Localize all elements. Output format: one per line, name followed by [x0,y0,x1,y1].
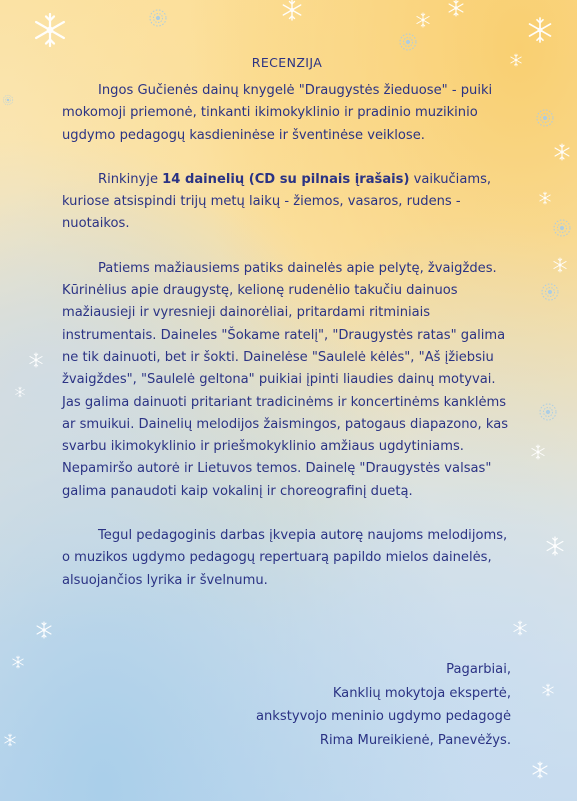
snowflake-icon [540,404,556,420]
snowflake-icon [400,34,416,50]
snowflake-icon [16,387,25,397]
snowflake-icon [533,762,547,778]
snowflake-icon [542,284,558,300]
snowflake-icon [449,0,463,16]
snowflake-icon [30,353,42,367]
snowflake-icon [554,258,566,272]
paragraph-songs: Patiems mažiausiems patiks dainelės apie pelytę, žvaigždes. Kūrinėlius apie draugystę, kelionę rudenėlio takučiu dainuos mažiausieji ir vyresnieji dainorėliai, pritardami ritminiais instrumentais. Daineles "Šokame ratelį", "Draugystės ratas" galima ne tik dainuoti, bet ir šokti. Dainelėse "Saulelė kėlės", "Aš įžiebsiu žvaigždes", "Saulelė geltona" puikiai įpinti liaudies dainų motyvai. Jas galima dainuoti pritariant tradicinėms ir koncertinėms kanklėms ar smuikui. Dainelių melodijos žaismingos, patogaus diapazono, kas svarbu ikimokyklinio ir priešmokyklinio amžiaus ugdytiniams. Nepamiršo autorė ir Lietuvos temos. Dainelę "Draugystės valsas" galima panaudoti kaip vokalinį ir choreografinį duetą. [62,260,509,499]
signature-greeting: Pagarbiai, [446,662,511,677]
snowflake-icon [514,621,526,635]
snowflake-icon [417,13,429,27]
snowflake-icon [554,220,570,236]
paragraph-intro: Ingos Gučienės dainų knygelė "Draugystės žieduose" - puiki mokomoji priemonė, tinkanti ikimokyklinio ir pradinio muzikinio ugdymo pedagogų kasdieninėse ir šventinėse veiklose. [62,83,493,143]
paragraph-collection-highlight: 14 dainelių (CD su pilnais įrašais) [162,171,410,187]
snowflake-icon [555,144,569,160]
review-title: RECENZIJA [251,55,323,70]
signature-name: Rima Mureikienė, Panevėžys. [319,732,511,748]
snowflake-icon [537,110,553,126]
snowflake-icon [511,54,521,66]
signature-position: Kanklių mokytoja ekspertė, [332,685,511,701]
snowflake-icon [150,10,166,26]
paragraph-wish: Tegul pedagoginis darbas įkvepia autorę naujoms melodijoms, o muzikos ugdymo pedagogų repertuarą papildo mielos dainelės, alsuojančios lyrika ir švelnumu. [62,528,508,588]
signature-block [256,658,511,752]
snowflake-icon [13,656,23,668]
signature-role: ankstyvojo meninio ugdymo pedagogė [255,709,511,724]
snowflake-icon [36,14,64,46]
review-body [62,54,512,592]
paragraph-collection-start: Rinkinyje [98,171,163,187]
snowflake-icon [540,192,550,204]
snowflake-icon [530,18,551,42]
snowflake-icon [283,0,300,20]
snowflake-icon [3,95,13,105]
snowflake-icon [532,445,544,459]
paragraph-collection [62,169,512,236]
snowflake-icon [37,622,51,638]
snowflake-icon [547,537,563,555]
paragraph-collection-end: vaikučiams, kuriose atsispindi trijų metų laikų - žiemos, vasaros, rudens - nuotaikos. [62,171,492,232]
snowflake-icon [5,734,15,746]
snowflake-icon [543,684,553,696]
